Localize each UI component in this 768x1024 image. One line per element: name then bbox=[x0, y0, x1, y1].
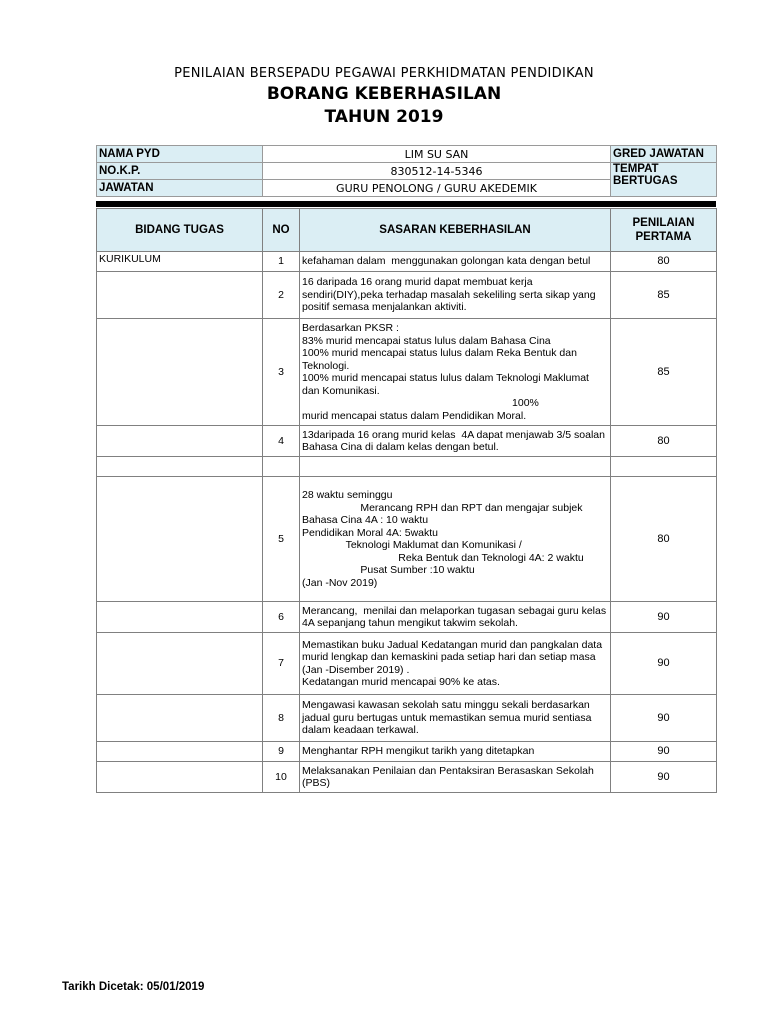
sasaran-line: Teknologi Maklumat dan Komunikasi / bbox=[302, 539, 522, 551]
table-row bbox=[97, 252, 717, 272]
sasaran-line: sendiri(DIY),peka terhadap masalah sekeliling serta sikap yang bbox=[302, 288, 596, 301]
sasaran-cell bbox=[300, 762, 611, 793]
penilaian-score: 85 bbox=[611, 319, 717, 426]
table-header-row bbox=[97, 209, 717, 252]
form-supertitle: PENILAIAN BERSEPADU PEGAWAI PERKHIDMATAN PENDIDIKAN bbox=[174, 66, 594, 81]
sasaran-line: 4A sepanjang tahun mengikut takwim sekolah. bbox=[302, 617, 518, 629]
sasaran-cell bbox=[300, 633, 611, 695]
bidang-cell bbox=[97, 426, 263, 457]
sasaran-line: jadual guru bertugas untuk memastikan semua murid sentiasa bbox=[302, 711, 592, 724]
sasaran-line: Kedatangan murid mencapai 90% ke atas. bbox=[302, 676, 500, 688]
gred-label: GRED JAWATAN bbox=[611, 146, 717, 163]
sasaran-line: Merancang RPH dan RPT dan mengajar subjek bbox=[302, 501, 583, 514]
header-bidang: BIDANG TUGAS bbox=[97, 209, 263, 252]
sasaran-line: 13daripada 16 orang murid kelas 4A dapat menjawab 3/5 soalan bbox=[302, 428, 605, 441]
nama-value: LIM SU SAN bbox=[263, 146, 611, 163]
penilaian-score: 90 bbox=[611, 602, 717, 633]
no-cell: 7 bbox=[263, 633, 300, 695]
sasaran-cell bbox=[300, 272, 611, 319]
sasaran-line: 100% murid mencapai status lulus dalam Teknologi Maklumat bbox=[302, 372, 589, 384]
header-penilaian: PENILAIAN PERTAMA bbox=[611, 209, 717, 252]
no-cell: 2 bbox=[263, 272, 300, 319]
table-row bbox=[97, 695, 717, 742]
sasaran-line: 16 daripada 16 orang murid dapat membuat kerja bbox=[302, 276, 533, 289]
header-no: NO bbox=[263, 209, 300, 252]
no-cell: 3 bbox=[263, 319, 300, 426]
sasaran-cell bbox=[300, 602, 611, 633]
sasaran-line: murid lengkap dan kemaskini pada setiap hari dan setiap masa bbox=[302, 651, 596, 663]
bidang-cell bbox=[97, 695, 263, 742]
nokp-value: 830512-14-5346 bbox=[263, 163, 611, 180]
sasaran-line: dalam keadaan terkawal. bbox=[302, 724, 419, 737]
penilaian-score: 90 bbox=[611, 762, 717, 793]
sasaran-line: Berdasarkan PKSR : bbox=[302, 322, 399, 334]
header-sasaran: SASARAN KEBERHASILAN bbox=[300, 209, 611, 252]
sasaran-line: Merancang, menilai dan melaporkan tugasan sebagai guru kelas bbox=[302, 604, 607, 617]
penilaian-score bbox=[611, 457, 717, 477]
penilaian-score: 80 bbox=[611, 426, 717, 457]
penilaian-score: 90 bbox=[611, 742, 717, 762]
table-row bbox=[97, 426, 717, 457]
no-cell: 8 bbox=[263, 695, 300, 742]
sasaran-line: Melaksanakan Penilaian dan Pentaksiran Berasaskan Sekolah bbox=[302, 764, 594, 777]
sasaran-line: (PBS) bbox=[302, 777, 331, 789]
nama-label: NAMA PYD bbox=[97, 146, 263, 163]
bidang-cell bbox=[97, 272, 263, 319]
penilaian-score: 85 bbox=[611, 272, 717, 319]
table-row bbox=[97, 477, 717, 602]
jawatan-value: GURU PENOLONG / GURU AKEDEMIK bbox=[263, 180, 611, 197]
no-cell: 9 bbox=[263, 742, 300, 762]
bidang-cell bbox=[97, 742, 263, 762]
sasaran-line: Reka Bentuk dan Teknologi 4A: 2 waktu bbox=[302, 551, 584, 564]
no-cell: 1 bbox=[263, 252, 300, 272]
sasaran-line: positif semasa menjalankan aktiviti. bbox=[302, 301, 467, 314]
sasaran-cell bbox=[300, 457, 611, 477]
sasaran-line: Memastikan buku Jadual Kedatangan murid dan pangkalan data bbox=[302, 638, 603, 651]
info-row-nokp bbox=[97, 163, 717, 180]
table-row bbox=[97, 742, 717, 762]
sasaran-line: kefahaman dalam menggunakan golongan kata dengan betul bbox=[302, 255, 591, 268]
sasaran-cell bbox=[300, 319, 611, 426]
sasaran-cell bbox=[300, 252, 611, 272]
info-table bbox=[96, 145, 717, 197]
sasaran-line: 83% murid mencapai status lulus dalam Bahasa Cina bbox=[302, 334, 551, 347]
sasaran-cell bbox=[300, 426, 611, 457]
no-cell: 4 bbox=[263, 426, 300, 457]
table-row bbox=[97, 762, 717, 793]
table-row bbox=[97, 602, 717, 633]
no-cell: 5 bbox=[263, 477, 300, 602]
sasaran-line: 100% bbox=[302, 397, 539, 409]
table-row bbox=[97, 319, 717, 426]
penilaian-score: 90 bbox=[611, 633, 717, 695]
sasaran-line: (Jan -Disember 2019) . bbox=[302, 663, 410, 676]
table-row bbox=[97, 272, 717, 319]
no-cell bbox=[263, 457, 300, 477]
sasaran-cell bbox=[300, 695, 611, 742]
bidang-cell: KURIKULUM bbox=[97, 252, 263, 272]
sasaran-line: 100% murid mencapai status lulus dalam Reka Bentuk dan bbox=[302, 347, 577, 359]
sasaran-line: Bahasa Cina di dalam kelas dengan betul. bbox=[302, 441, 499, 453]
form-title: BORANG KEBERHASILAN bbox=[266, 84, 502, 104]
sasaran-line: Menghantar RPH mengikut tarikh yang ditetapkan bbox=[302, 745, 535, 758]
bidang-cell bbox=[97, 457, 263, 477]
bidang-cell bbox=[97, 633, 263, 695]
penilaian-score: 80 bbox=[611, 252, 717, 272]
sasaran-cell bbox=[300, 742, 611, 762]
sasaran-line: 28 waktu seminggu bbox=[302, 489, 393, 501]
penilaian-score: 80 bbox=[611, 477, 717, 602]
bidang-cell bbox=[97, 319, 263, 426]
sasaran-line: dan Komunikasi. bbox=[302, 384, 380, 397]
sasaran-line: Teknologi. bbox=[302, 359, 350, 372]
jawatan-label: JAWATAN bbox=[97, 180, 263, 197]
tempat-label: TEMPAT BERTUGAS bbox=[611, 163, 717, 197]
info-row-nama bbox=[97, 146, 717, 163]
table-row bbox=[97, 457, 717, 477]
sasaran-line: Mengawasi kawasan sekolah satu minggu sekali berdasarkan bbox=[302, 699, 590, 712]
section-divider bbox=[96, 201, 716, 207]
sasaran-line: Pendidikan Moral 4A: 5waktu bbox=[302, 526, 438, 539]
bidang-cell bbox=[97, 762, 263, 793]
form-year: TAHUN 2019 bbox=[324, 107, 444, 127]
sasaran-line: Pusat Sumber :10 waktu bbox=[302, 564, 475, 576]
print-date: Tarikh Dicetak: 05/01/2019 bbox=[62, 981, 205, 993]
sasaran-line: Bahasa Cina 4A : 10 waktu bbox=[302, 514, 429, 526]
bidang-cell bbox=[97, 477, 263, 602]
table-row bbox=[97, 633, 717, 695]
keberhasilan-table bbox=[96, 208, 717, 793]
sasaran-line: (Jan -Nov 2019) bbox=[302, 576, 378, 589]
sasaran-cell bbox=[300, 477, 611, 602]
bidang-cell bbox=[97, 602, 263, 633]
no-cell: 10 bbox=[263, 762, 300, 793]
no-cell: 6 bbox=[263, 602, 300, 633]
nokp-label: NO.K.P. bbox=[97, 163, 263, 180]
penilaian-score: 90 bbox=[611, 695, 717, 742]
sasaran-line: murid mencapai status dalam Pendidikan Moral. bbox=[302, 409, 527, 422]
